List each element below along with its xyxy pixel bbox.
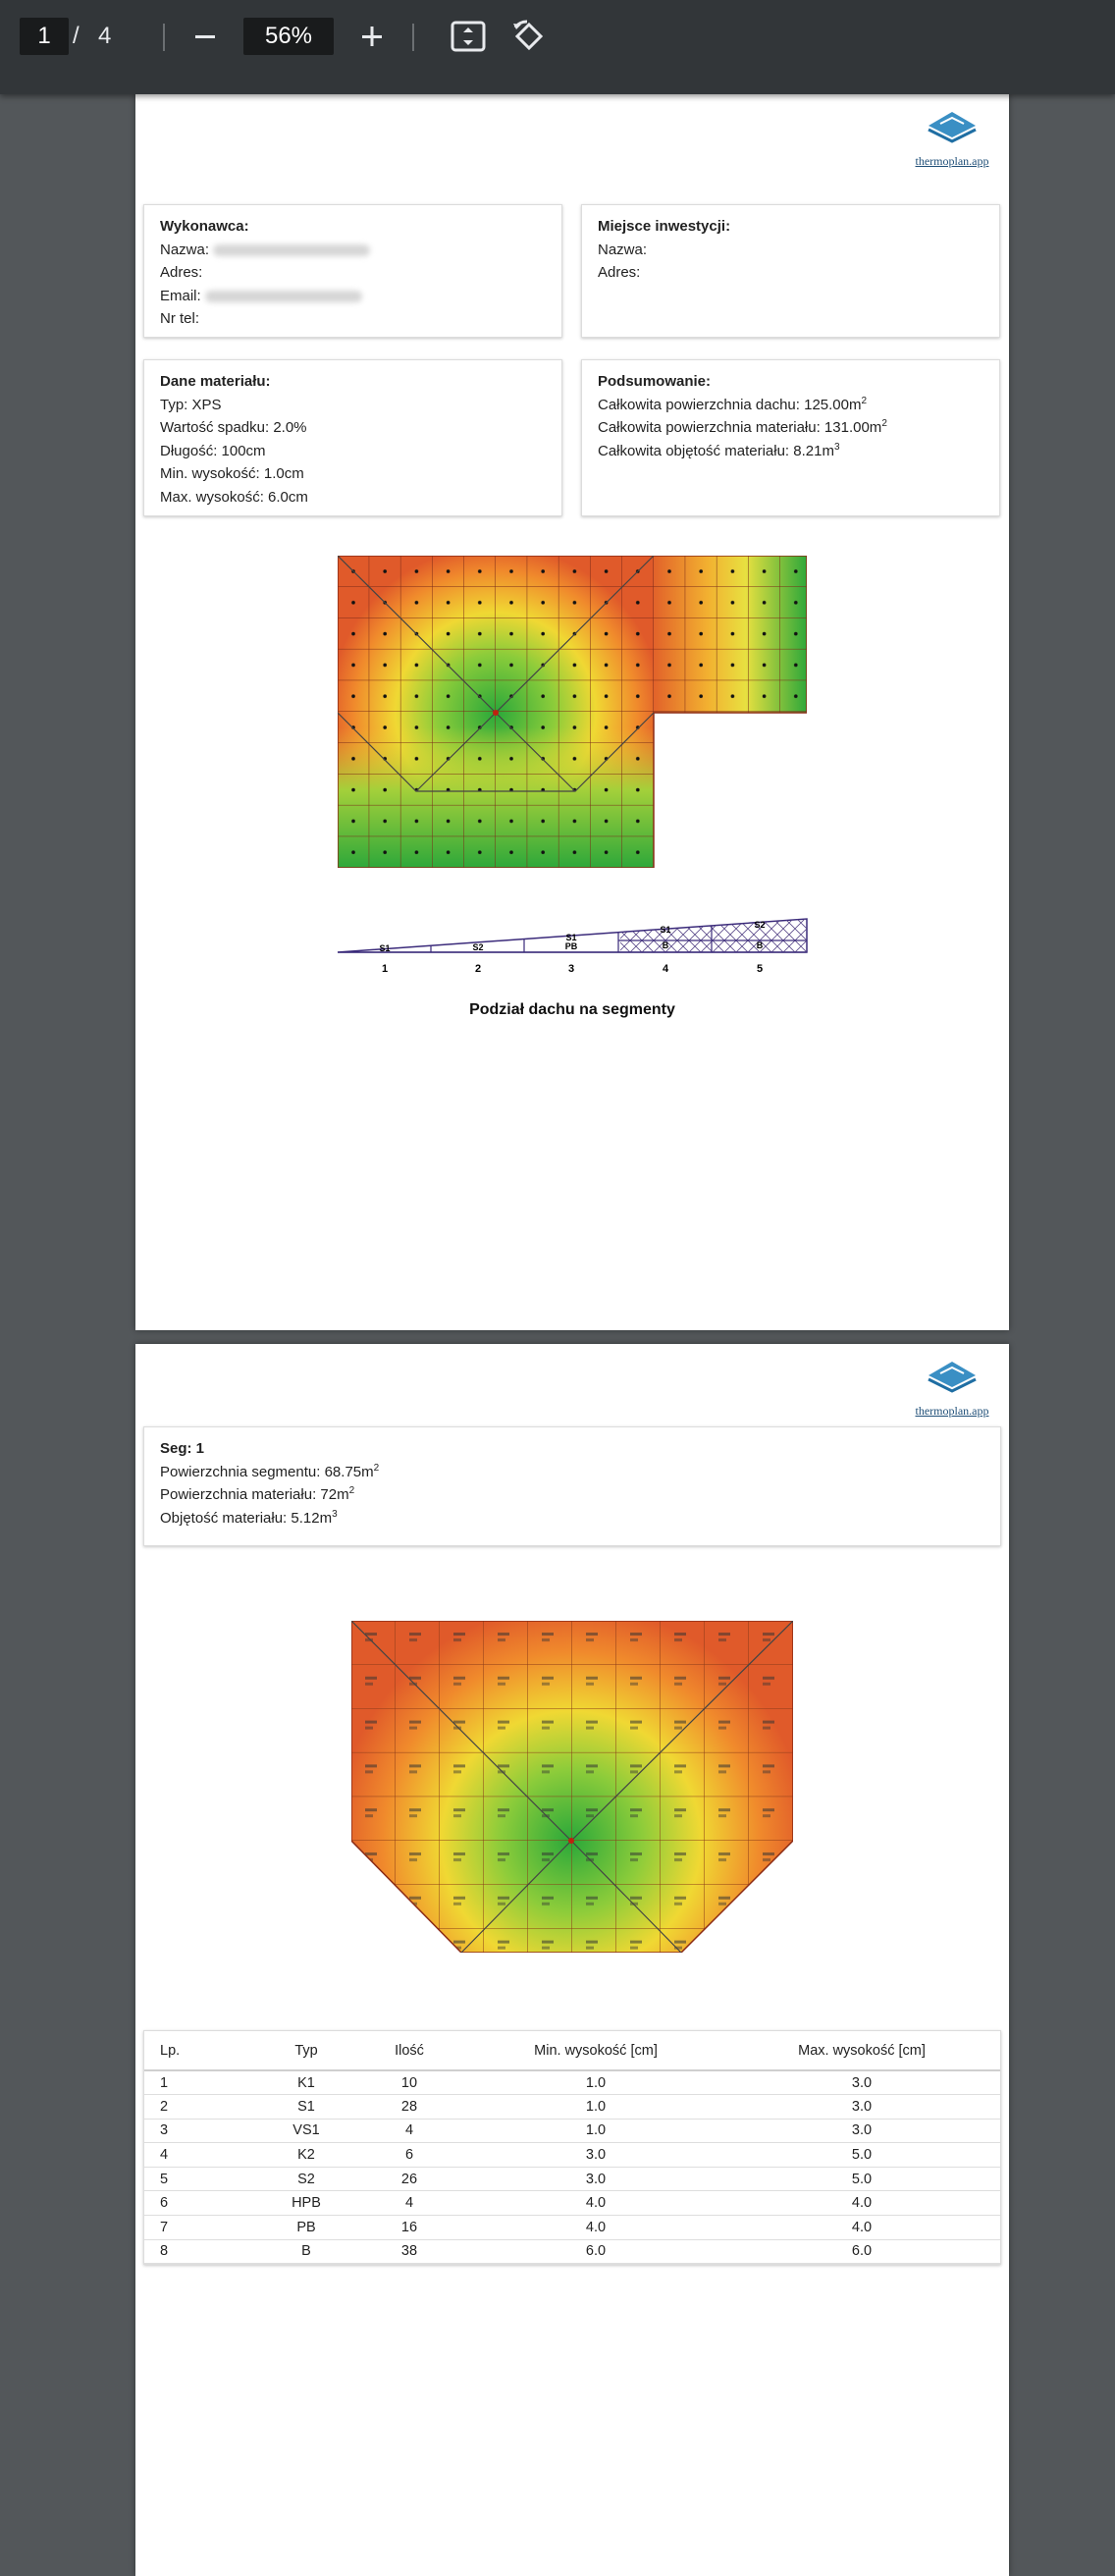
rotate-button[interactable] (506, 14, 552, 59)
material-heading: Dane materiału: (160, 373, 271, 390)
thermoplan-logo (905, 1358, 999, 1419)
material-card (143, 359, 562, 516)
pdf-page-1 (135, 94, 1009, 1330)
zoom-level-input[interactable]: 56% (243, 18, 334, 55)
summary-card (581, 359, 1000, 516)
roof-heatmap (338, 556, 807, 868)
segment-label: S1 (379, 943, 391, 953)
table-cell: 1.0 (468, 2119, 723, 2143)
pdf-toolbar (0, 0, 1115, 94)
table-cell: 8 (144, 2239, 262, 2264)
table-cell: 6.0 (468, 2239, 723, 2264)
table-row (144, 2119, 1000, 2143)
table-cell: 26 (350, 2167, 468, 2191)
material-type: Typ: XPS (160, 396, 222, 413)
contractor-heading: Wykonawca: (160, 218, 249, 235)
column-header: Max. wysokość [cm] (723, 2031, 1000, 2070)
summary-roof-area: Całkowita powierzchnia dachu: $125.00m^2$ (598, 395, 868, 413)
segment-label: B (756, 940, 764, 950)
table-cell: 3.0 (723, 2119, 1000, 2143)
segment-heatmap (351, 1621, 793, 1953)
table-cell: B (262, 2239, 350, 2264)
material-max-height: Max. wysokość: 6.0cm (160, 488, 308, 506)
segment-label: S1 (660, 925, 671, 935)
table-cell: 4 (144, 2143, 262, 2168)
pdf-page-2 (135, 1344, 1009, 2576)
fit-to-page-button[interactable] (446, 14, 491, 59)
total-pages: 4 (98, 23, 112, 49)
table-cell: 3 (144, 2119, 262, 2143)
redacted-email (205, 291, 362, 302)
table-header-row (144, 2031, 1000, 2070)
segment-material-area: Powierzchnia materiału: $72m^2$ (160, 1485, 355, 1503)
redacted-name (213, 244, 370, 256)
material-min-height: Min. wysokość: 1.0cm (160, 465, 304, 482)
rotate-icon (511, 19, 547, 54)
contractor-name-row: Nazwa: (160, 239, 546, 262)
segment-number: 2 (474, 963, 482, 975)
table-cell: 16 (350, 2216, 468, 2240)
table-cell: S1 (262, 2095, 350, 2120)
summary-material-area: Całkowita powierzchnia materiału: $131.00m^2$ (598, 418, 887, 436)
segment-card (143, 1426, 1001, 1546)
segment-number: 5 (756, 963, 764, 975)
table-cell: 1.0 (468, 2095, 723, 2120)
diagram-caption: Podział dachu na segmenty (469, 1001, 675, 1018)
table-cell: K2 (262, 2143, 350, 2168)
investment-address-row: Adres: (598, 264, 641, 281)
table-cell: 38 (350, 2239, 468, 2264)
table-cell: 1 (144, 2070, 262, 2095)
minus-icon (191, 23, 219, 50)
column-header: Min. wysokość [cm] (468, 2031, 723, 2070)
table-row (144, 2143, 1000, 2168)
investment-card (581, 204, 1000, 338)
column-header: Lp. (144, 2031, 262, 2070)
zoom-in-button[interactable] (349, 14, 395, 59)
logo-icon (905, 108, 999, 147)
table-cell: 10 (350, 2070, 468, 2095)
materials-table (143, 2030, 1001, 2265)
table-row (144, 2095, 1000, 2120)
zoom-out-button[interactable] (183, 14, 228, 59)
table-cell: PB (262, 2216, 350, 2240)
table-cell: HPB (262, 2191, 350, 2216)
table-cell: K1 (262, 2070, 350, 2095)
summary-heading: Podsumowanie: (598, 373, 712, 390)
summary-material-volume: Całkowita objętość materiału: $8.21m^3$ (598, 441, 840, 459)
table-cell: 5.0 (723, 2143, 1000, 2168)
table-cell: 7 (144, 2216, 262, 2240)
fit-page-icon (451, 21, 486, 52)
table-cell: 3.0 (723, 2070, 1000, 2095)
contractor-email-row: Email: (160, 285, 546, 308)
table-cell: 6.0 (723, 2239, 1000, 2264)
page-number-input[interactable]: 1 (20, 18, 69, 55)
table-cell: 5 (144, 2167, 262, 2191)
table-cell: 4.0 (468, 2191, 723, 2216)
table-row (144, 2216, 1000, 2240)
investment-name-row: Nazwa: (598, 241, 648, 258)
table-cell: 4 (350, 2119, 468, 2143)
table-cell: 3.0 (723, 2095, 1000, 2120)
table-row (144, 2191, 1000, 2216)
segment-heading: Seg: 1 (160, 1440, 205, 1457)
column-header: Ilość (350, 2031, 468, 2070)
table-cell: 5.0 (723, 2167, 1000, 2191)
thermoplan-logo (905, 108, 999, 169)
material-slope: Wartość spadku: 2.0% (160, 419, 307, 436)
segment-label: S2 (754, 920, 766, 930)
logo-text: thermoplan.app (915, 1404, 989, 1418)
table-row (144, 2070, 1000, 2095)
table-row (144, 2239, 1000, 2264)
table-row (144, 2167, 1000, 2191)
segment-number: 3 (567, 963, 575, 975)
table-cell: 3.0 (468, 2143, 723, 2168)
segment-profile-diagram (336, 905, 809, 978)
table-cell: 4 (350, 2191, 468, 2216)
segment-label: B (662, 940, 669, 950)
logo-icon (905, 1358, 999, 1397)
plus-icon (358, 23, 386, 50)
segment-label: PB (564, 941, 578, 951)
contractor-address-row: Adres: (160, 264, 203, 281)
table-cell: 2 (144, 2095, 262, 2120)
contractor-phone-row: Nr tel: (160, 310, 200, 327)
table-cell: 4.0 (723, 2191, 1000, 2216)
page-separator: / (73, 23, 80, 49)
table-cell: 1.0 (468, 2070, 723, 2095)
investment-heading: Miejsce inwestycji: (598, 218, 731, 235)
material-length: Długość: 100cm (160, 442, 266, 459)
segment-volume: Objętość materiału: $5.12m^3$ (160, 1508, 338, 1527)
column-header: Typ (262, 2031, 350, 2070)
segment-number: 1 (381, 963, 389, 975)
segment-number: 4 (662, 963, 669, 975)
toolbar-divider (412, 24, 414, 51)
logo-text: thermoplan.app (915, 154, 989, 168)
table-cell: S2 (262, 2167, 350, 2191)
contractor-card (143, 204, 562, 338)
table-cell: VS1 (262, 2119, 350, 2143)
table-cell: 6 (144, 2191, 262, 2216)
segment-area: Powierzchnia segmentu: $68.75m^2$ (160, 1462, 380, 1480)
table-cell: 4.0 (723, 2216, 1000, 2240)
segment-label: S1 (565, 933, 577, 942)
toolbar-divider (163, 24, 165, 51)
table-cell: 4.0 (468, 2216, 723, 2240)
table-cell: 3.0 (468, 2167, 723, 2191)
segment-label: S2 (472, 942, 484, 952)
table-cell: 6 (350, 2143, 468, 2168)
table-cell: 28 (350, 2095, 468, 2120)
